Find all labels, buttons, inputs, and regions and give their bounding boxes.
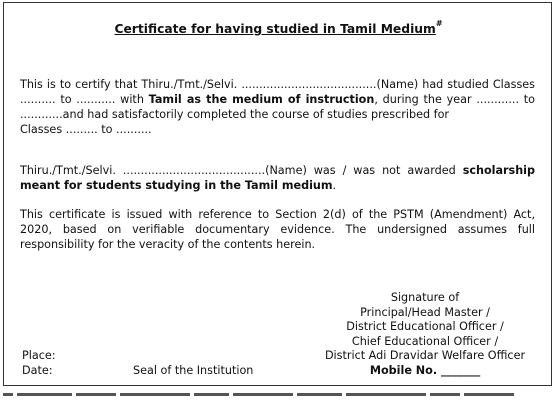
signature-line-4: Chief Educational Officer / xyxy=(351,334,499,348)
seal-label: Seal of the Institution xyxy=(133,364,254,377)
title-footnote-mark: # xyxy=(435,19,443,28)
signature-line-3: District Educational Officer / xyxy=(346,320,504,334)
signature-block xyxy=(300,291,550,379)
place-label: Place: xyxy=(22,349,56,362)
cropped-footnote-strip xyxy=(3,389,552,400)
para1-bold: Tamil as the medium of instruction xyxy=(148,93,375,106)
para2-text-b: . xyxy=(332,179,337,192)
signature-line-1: Signature of xyxy=(390,291,460,304)
para1-text-a: This is to certify that Thiru./Tmt./Selvi. ......................................(Name) had studied Classes .......... to ........... with xyxy=(20,78,535,106)
scholarship-paragraph xyxy=(20,163,535,193)
para1-text-c: Classes ......... to .......... xyxy=(20,123,152,136)
para2-bold: scholarship meant for students studying in the Tamil medium xyxy=(20,164,535,192)
signature-line-5: District Adi Dravidar Welfare Officer xyxy=(324,349,526,363)
certification-paragraph xyxy=(20,77,535,137)
mobile-number-field: Mobile No. _______ xyxy=(369,363,481,377)
date-label: Date: xyxy=(22,364,53,377)
reference-paragraph: This certificate is issued with reference to Section 2(d) of the PSTM (Amendment) Act, 2020, based on verifiable documentary evidence. The undersigned assumes full responsibility for the veracity of the contents herein. xyxy=(20,208,535,251)
certificate-title xyxy=(0,21,557,36)
para2-text-a: Thiru./Tmt./Selvi. ........................................(Name) was / was not awarded xyxy=(20,164,463,177)
para1-text-b: , during the year ............ to ............and had satisfactorily completed the course of studies prescribed for xyxy=(20,93,535,121)
certificate-title-text: Certificate for having studied in Tamil Medium xyxy=(114,22,436,37)
signature-line-2: Principal/Head Master / xyxy=(360,305,490,319)
